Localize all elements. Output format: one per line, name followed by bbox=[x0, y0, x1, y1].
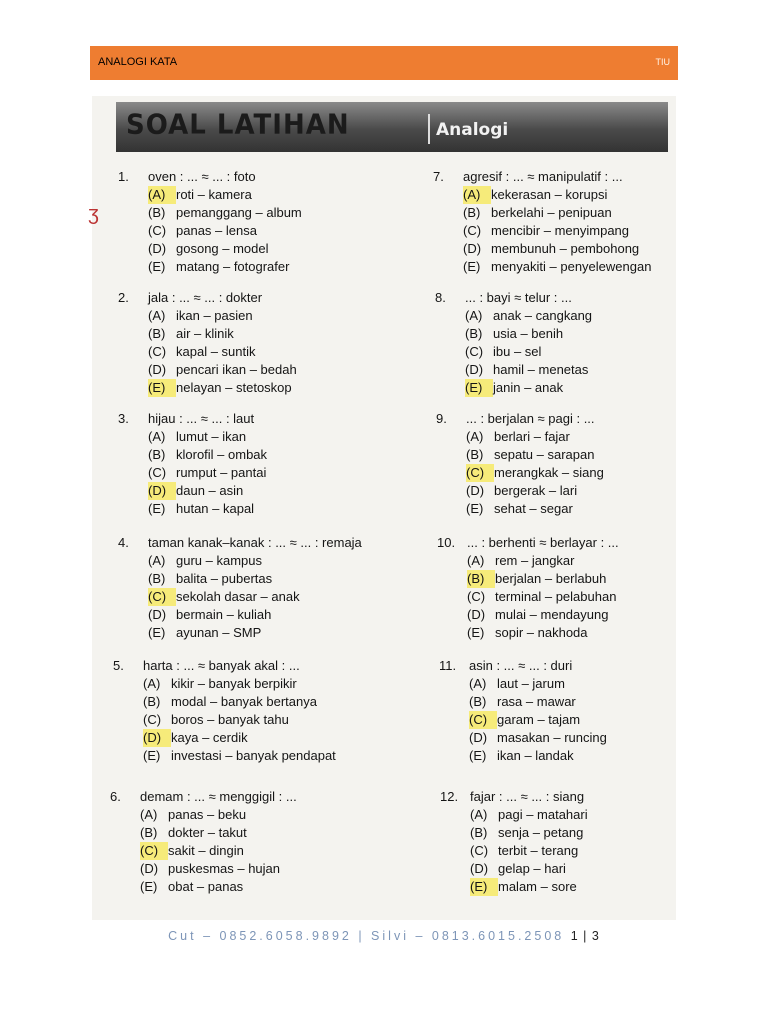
option-letter: (E) bbox=[140, 879, 158, 894]
question-number: 9. bbox=[436, 411, 447, 426]
option-text: panas – lensa bbox=[176, 223, 257, 238]
option-text: hamil – menetas bbox=[493, 362, 589, 377]
option-item bbox=[470, 806, 588, 824]
option-item bbox=[465, 307, 592, 325]
option-letter: (C) bbox=[148, 344, 167, 359]
option-letter: (B) bbox=[463, 205, 481, 220]
option-item bbox=[148, 361, 297, 379]
option-text: terbit – terang bbox=[498, 843, 579, 858]
option-letter: (E) bbox=[148, 501, 166, 516]
option-item bbox=[148, 606, 300, 624]
option-letter-highlighted: (D) bbox=[143, 729, 171, 747]
option-letter: (B) bbox=[466, 447, 484, 462]
question-stem: ... : berjalan ≈ pagi : ... bbox=[466, 411, 595, 426]
option-text: investasi – banyak pendapat bbox=[171, 748, 336, 763]
option-item bbox=[465, 343, 592, 361]
option-letter: (C) bbox=[467, 589, 486, 604]
option-item bbox=[148, 325, 297, 343]
option-text: menyakiti – penyelewengan bbox=[491, 259, 652, 274]
option-letter: (E) bbox=[148, 625, 166, 640]
option-text: hutan – kapal bbox=[176, 501, 255, 516]
option-item bbox=[469, 711, 607, 729]
option-item bbox=[467, 606, 616, 624]
option-item bbox=[148, 240, 302, 258]
option-list bbox=[466, 428, 604, 518]
option-item bbox=[469, 693, 607, 711]
option-item bbox=[467, 588, 616, 606]
option-item bbox=[465, 325, 592, 343]
option-letter: (B) bbox=[470, 825, 488, 840]
question-number: 8. bbox=[435, 290, 446, 305]
option-text: air – klinik bbox=[176, 326, 234, 341]
option-list bbox=[465, 307, 592, 397]
option-item bbox=[467, 624, 616, 642]
option-item bbox=[467, 552, 616, 570]
question-stem: ... : berhenti ≈ berlayar : ... bbox=[467, 535, 619, 550]
option-letter: (E) bbox=[148, 259, 166, 274]
option-letter: (B) bbox=[469, 694, 487, 709]
option-letter: (C) bbox=[148, 223, 167, 238]
option-text: ibu – sel bbox=[493, 344, 542, 359]
question-stem: harta : ... ≈ banyak akal : ... bbox=[143, 658, 300, 673]
option-item bbox=[148, 500, 267, 518]
option-letter: (B) bbox=[148, 447, 166, 462]
option-text: balita – pubertas bbox=[176, 571, 273, 586]
option-list bbox=[463, 186, 651, 276]
option-text: daun – asin bbox=[176, 483, 244, 498]
option-text: dokter – takut bbox=[168, 825, 247, 840]
option-letter: (C) bbox=[463, 223, 482, 238]
handwritten-mark-icon: ʒ bbox=[88, 203, 99, 225]
option-item bbox=[466, 500, 604, 518]
option-text: membunuh – pembohong bbox=[491, 241, 640, 256]
banner-subtitle: Analogi bbox=[436, 120, 509, 140]
option-letter-highlighted: (C) bbox=[148, 588, 176, 606]
option-text: usia – benih bbox=[493, 326, 564, 341]
option-text: gosong – model bbox=[176, 241, 269, 256]
option-letter: (B) bbox=[148, 205, 166, 220]
option-text: panas – beku bbox=[168, 807, 247, 822]
option-text: obat – panas bbox=[168, 879, 244, 894]
option-item bbox=[148, 588, 300, 606]
option-item bbox=[465, 361, 592, 379]
option-item bbox=[470, 842, 588, 860]
option-letter: (A) bbox=[470, 807, 488, 822]
option-text: rem – jangkar bbox=[495, 553, 575, 568]
option-letter-highlighted: (C) bbox=[469, 711, 497, 729]
option-text: klorofil – ombak bbox=[176, 447, 268, 462]
option-text: ikan – pasien bbox=[176, 308, 253, 323]
option-item bbox=[148, 482, 267, 500]
option-letter: (D) bbox=[470, 861, 489, 876]
option-item bbox=[148, 258, 302, 276]
option-list bbox=[148, 552, 300, 642]
option-letter: (D) bbox=[465, 362, 484, 377]
option-item bbox=[143, 747, 336, 765]
option-letter: (A) bbox=[466, 429, 484, 444]
option-text: lumut – ikan bbox=[176, 429, 247, 444]
option-text: malam – sore bbox=[498, 879, 577, 894]
option-letter-highlighted: (B) bbox=[467, 570, 495, 588]
option-item bbox=[148, 204, 302, 222]
option-letter-highlighted: (A) bbox=[463, 186, 491, 204]
option-item bbox=[143, 729, 336, 747]
option-item bbox=[463, 222, 651, 240]
option-text: boros – banyak tahu bbox=[171, 712, 289, 727]
option-letter: (E) bbox=[463, 259, 481, 274]
option-text: kapal – suntik bbox=[176, 344, 256, 359]
option-letter: (E) bbox=[467, 625, 485, 640]
option-item bbox=[148, 552, 300, 570]
option-item bbox=[469, 747, 607, 765]
option-list bbox=[469, 675, 607, 765]
option-letter: (D) bbox=[463, 241, 482, 256]
option-letter: (B) bbox=[465, 326, 483, 341]
option-text: kaya – cerdik bbox=[171, 730, 248, 745]
option-text: bergerak – lari bbox=[494, 483, 578, 498]
option-text: anak – cangkang bbox=[493, 308, 593, 323]
option-text: pagi – matahari bbox=[498, 807, 588, 822]
header-title: ANALOGI KATA bbox=[98, 56, 178, 68]
option-text: sopir – nakhoda bbox=[495, 625, 588, 640]
option-list bbox=[140, 806, 280, 896]
page-footer bbox=[0, 929, 768, 943]
option-text: rumput – pantai bbox=[176, 465, 267, 480]
question-number: 4. bbox=[118, 535, 129, 550]
option-text: mencibir – menyimpang bbox=[491, 223, 630, 238]
option-letter: (A) bbox=[140, 807, 158, 822]
option-text: rasa – mawar bbox=[497, 694, 576, 709]
option-item bbox=[148, 624, 300, 642]
option-letter: (A) bbox=[143, 676, 161, 691]
option-text: guru – kampus bbox=[176, 553, 262, 568]
option-letter: (B) bbox=[148, 571, 166, 586]
option-item bbox=[470, 824, 588, 842]
option-letter-highlighted: (A) bbox=[148, 186, 176, 204]
option-item bbox=[148, 570, 300, 588]
option-text: sakit – dingin bbox=[168, 843, 244, 858]
option-item bbox=[469, 675, 607, 693]
option-text: roti – kamera bbox=[176, 187, 252, 202]
option-item bbox=[466, 464, 604, 482]
option-item bbox=[466, 482, 604, 500]
option-item bbox=[148, 343, 297, 361]
question-stem: asin : ... ≈ ... : duri bbox=[469, 658, 573, 673]
option-letter: (D) bbox=[469, 730, 488, 745]
option-letter: (D) bbox=[467, 607, 486, 622]
option-item bbox=[148, 186, 302, 204]
option-letter: (E) bbox=[469, 748, 487, 763]
banner-title: SOAL LATIHAN bbox=[126, 109, 350, 141]
option-item bbox=[140, 878, 280, 896]
option-item bbox=[143, 675, 336, 693]
option-list bbox=[467, 552, 616, 642]
option-letter: (E) bbox=[143, 748, 161, 763]
option-letter: (C) bbox=[470, 843, 489, 858]
option-text: laut – jarum bbox=[497, 676, 565, 691]
option-letter-highlighted: (E) bbox=[470, 878, 498, 896]
header-code: TIU bbox=[655, 57, 670, 67]
option-text: berlari – fajar bbox=[494, 429, 570, 444]
option-letter-highlighted: (C) bbox=[140, 842, 168, 860]
question-number: 12. bbox=[440, 789, 459, 804]
option-letter-highlighted: (E) bbox=[148, 379, 176, 397]
option-text: ayunan – SMP bbox=[176, 625, 262, 640]
question-number: 10. bbox=[437, 535, 456, 550]
option-letter: (C) bbox=[148, 465, 167, 480]
option-text: ikan – landak bbox=[497, 748, 574, 763]
option-item bbox=[470, 860, 588, 878]
option-item bbox=[148, 307, 297, 325]
option-text: kekerasan – korupsi bbox=[491, 187, 608, 202]
option-letter: (A) bbox=[467, 553, 485, 568]
page-number: 1 | 3 bbox=[570, 929, 600, 943]
option-letter-highlighted: (C) bbox=[466, 464, 494, 482]
footer-contact: Cut – 0852.6058.9892 | Silvi – 0813.6015.2508 bbox=[168, 929, 565, 943]
option-letter: (B) bbox=[140, 825, 158, 840]
question-number: 1. bbox=[118, 169, 129, 184]
question-number: 3. bbox=[118, 411, 129, 426]
header-bar bbox=[90, 46, 678, 80]
option-item bbox=[140, 842, 280, 860]
option-item bbox=[140, 806, 280, 824]
option-text: janin – anak bbox=[493, 380, 564, 395]
option-letter: (D) bbox=[140, 861, 159, 876]
option-text: sehat – segar bbox=[494, 501, 573, 516]
option-item bbox=[469, 729, 607, 747]
option-item bbox=[148, 379, 297, 397]
option-letter: (C) bbox=[465, 344, 484, 359]
option-item bbox=[148, 222, 302, 240]
option-letter: (D) bbox=[148, 607, 167, 622]
option-item bbox=[467, 570, 616, 588]
option-text: senja – petang bbox=[498, 825, 584, 840]
question-number: 2. bbox=[118, 290, 129, 305]
option-item bbox=[465, 379, 592, 397]
question-stem: taman kanak–kanak : ... ≈ ... : remaja bbox=[148, 535, 362, 550]
section-banner bbox=[116, 102, 668, 152]
option-list bbox=[143, 675, 336, 765]
question-stem: jala : ... ≈ ... : dokter bbox=[148, 290, 263, 305]
option-letter: (B) bbox=[148, 326, 166, 341]
option-text: terminal – pelabuhan bbox=[495, 589, 617, 604]
option-letter: (C) bbox=[143, 712, 162, 727]
question-stem: hijau : ... ≈ ... : laut bbox=[148, 411, 255, 426]
option-text: merangkak – siang bbox=[494, 465, 604, 480]
option-item bbox=[466, 428, 604, 446]
option-letter-highlighted: (D) bbox=[148, 482, 176, 500]
option-text: sepatu – sarapan bbox=[494, 447, 595, 462]
option-item bbox=[148, 446, 267, 464]
option-item bbox=[140, 860, 280, 878]
option-list bbox=[148, 307, 297, 397]
option-text: nelayan – stetoskop bbox=[176, 380, 292, 395]
question-number: 5. bbox=[113, 658, 124, 673]
question-stem: demam : ... ≈ menggigil : ... bbox=[140, 789, 297, 804]
option-text: modal – banyak bertanya bbox=[171, 694, 317, 709]
option-item bbox=[463, 186, 651, 204]
option-text: kikir – banyak berpikir bbox=[171, 676, 297, 691]
option-item bbox=[463, 204, 651, 222]
question-number: 7. bbox=[433, 169, 444, 184]
option-letter: (A) bbox=[469, 676, 487, 691]
option-text: gelap – hari bbox=[498, 861, 566, 876]
option-list bbox=[470, 806, 588, 896]
option-text: mulai – mendayung bbox=[495, 607, 609, 622]
option-letter: (D) bbox=[466, 483, 485, 498]
question-number: 11. bbox=[439, 658, 457, 673]
option-item bbox=[463, 240, 651, 258]
option-letter: (B) bbox=[143, 694, 161, 709]
option-letter: (A) bbox=[148, 429, 166, 444]
option-item bbox=[463, 258, 651, 276]
option-letter-highlighted: (E) bbox=[465, 379, 493, 397]
question-stem: oven : ... ≈ ... : foto bbox=[148, 169, 256, 184]
banner-divider bbox=[428, 114, 430, 144]
option-item bbox=[466, 446, 604, 464]
option-text: matang – fotografer bbox=[176, 259, 290, 274]
option-letter: (A) bbox=[465, 308, 483, 323]
option-text: pencari ikan – bedah bbox=[176, 362, 297, 377]
option-item bbox=[143, 693, 336, 711]
option-letter: (A) bbox=[148, 553, 166, 568]
option-text: masakan – runcing bbox=[497, 730, 607, 745]
option-text: pemanggang – album bbox=[176, 205, 302, 220]
option-letter: (D) bbox=[148, 241, 167, 256]
option-list bbox=[148, 428, 267, 518]
option-text: garam – tajam bbox=[497, 712, 581, 727]
option-letter: (A) bbox=[148, 308, 166, 323]
question-stem: fajar : ... ≈ ... : siang bbox=[470, 789, 585, 804]
option-list bbox=[148, 186, 302, 276]
option-item bbox=[470, 878, 588, 896]
option-item bbox=[148, 464, 267, 482]
question-stem: ... : bayi ≈ telur : ... bbox=[465, 290, 572, 305]
question-stem: agresif : ... ≈ manipulatif : ... bbox=[463, 169, 623, 184]
option-text: sekolah dasar – anak bbox=[176, 589, 300, 604]
option-item bbox=[143, 711, 336, 729]
question-number: 6. bbox=[110, 789, 121, 804]
option-text: berjalan – berlabuh bbox=[495, 571, 607, 586]
option-text: puskesmas – hujan bbox=[168, 861, 281, 876]
option-text: berkelahi – penipuan bbox=[491, 205, 612, 220]
option-item bbox=[148, 428, 267, 446]
option-text: bermain – kuliah bbox=[176, 607, 272, 622]
option-item bbox=[140, 824, 280, 842]
option-letter: (E) bbox=[466, 501, 484, 516]
option-letter: (D) bbox=[148, 362, 167, 377]
